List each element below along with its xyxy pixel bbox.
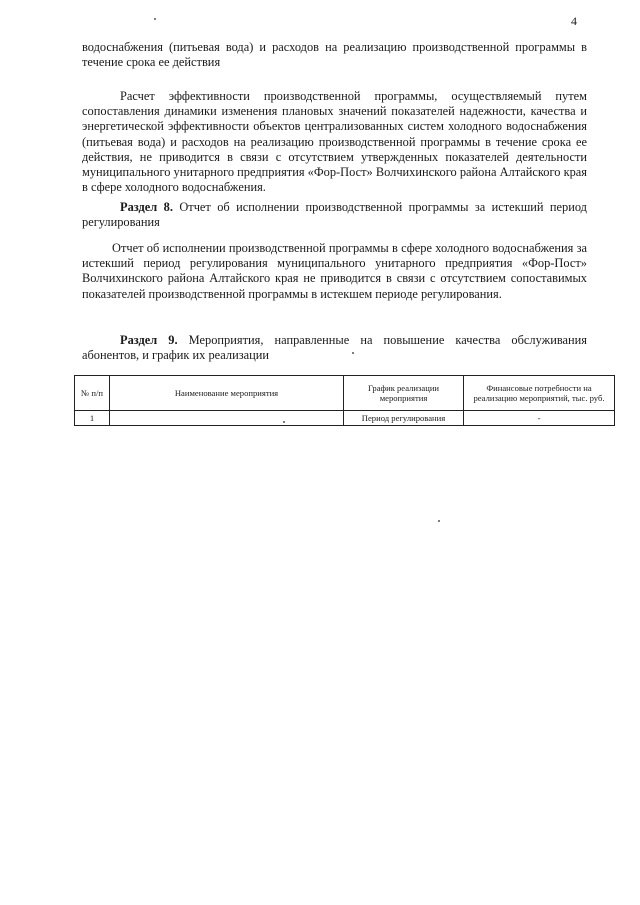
section-9-title: Мероприятия, направленные на повышение качества обслуживания абонентов, и график их реализации — [82, 333, 587, 363]
header-num: № п/п — [75, 376, 110, 411]
cell-measure-name — [110, 411, 344, 426]
cell-schedule: Период регулирования — [344, 411, 464, 426]
scan-speck — [283, 421, 285, 423]
header-measure-name: Наименование мероприятия — [110, 376, 344, 411]
table-row — [75, 411, 615, 426]
section-8-title: Отчет об исполнении производственной программы за истекший период регулирования — [82, 200, 587, 230]
measures-table — [74, 375, 615, 426]
section-8-heading — [82, 200, 587, 230]
section-9-label: Раздел 9. — [120, 333, 178, 347]
header-finance: Финансовые потребности на реализацию мероприятий, тыс. руб. — [464, 376, 615, 411]
cell-num: 1 — [75, 411, 110, 426]
paragraph-continuation: водоснабжения (питьевая вода) и расходов на реализацию производственной программы в течение срока ее действия — [82, 40, 587, 70]
page-number: 4 — [571, 14, 577, 28]
scan-speck — [154, 18, 156, 20]
section-9-heading — [82, 333, 587, 363]
cell-finance: - — [464, 411, 615, 426]
header-schedule: График реализации мероприятия — [344, 376, 464, 411]
section-8-label: Раздел 8. — [120, 200, 173, 214]
paragraph-execution-report: Отчет об исполнении производственной программы в сфере холодного водоснабжения за истекший период регулирования муниципального унитарного предприятия «Фор-Пост» Волчихинского района Алтайского края не приводится в связи с отсутствием сопоставимых показателей производственной программы в истекшем периоде регулирования. — [82, 241, 587, 301]
scan-speck — [438, 520, 440, 522]
scan-speck — [352, 352, 354, 354]
paragraph-efficiency-calculation: Расчет эффективности производственной программы, осуществляемый путем сопоставления динамики изменения плановых значений показателей надежности, качества и энергетической эффективности объектов централизованных систем холодного водоснабжения (питьевая вода) и расходов на реализацию производственной программы в течение срока ее действия, не приводится в связи с отсутствием утвержденных показателей деятельности муниципального унитарного предприятия «Фор-Пост» Волчихинского района Алтайского края в сфере холодного водоснабжения. — [82, 89, 587, 195]
table-header-row — [75, 376, 615, 411]
